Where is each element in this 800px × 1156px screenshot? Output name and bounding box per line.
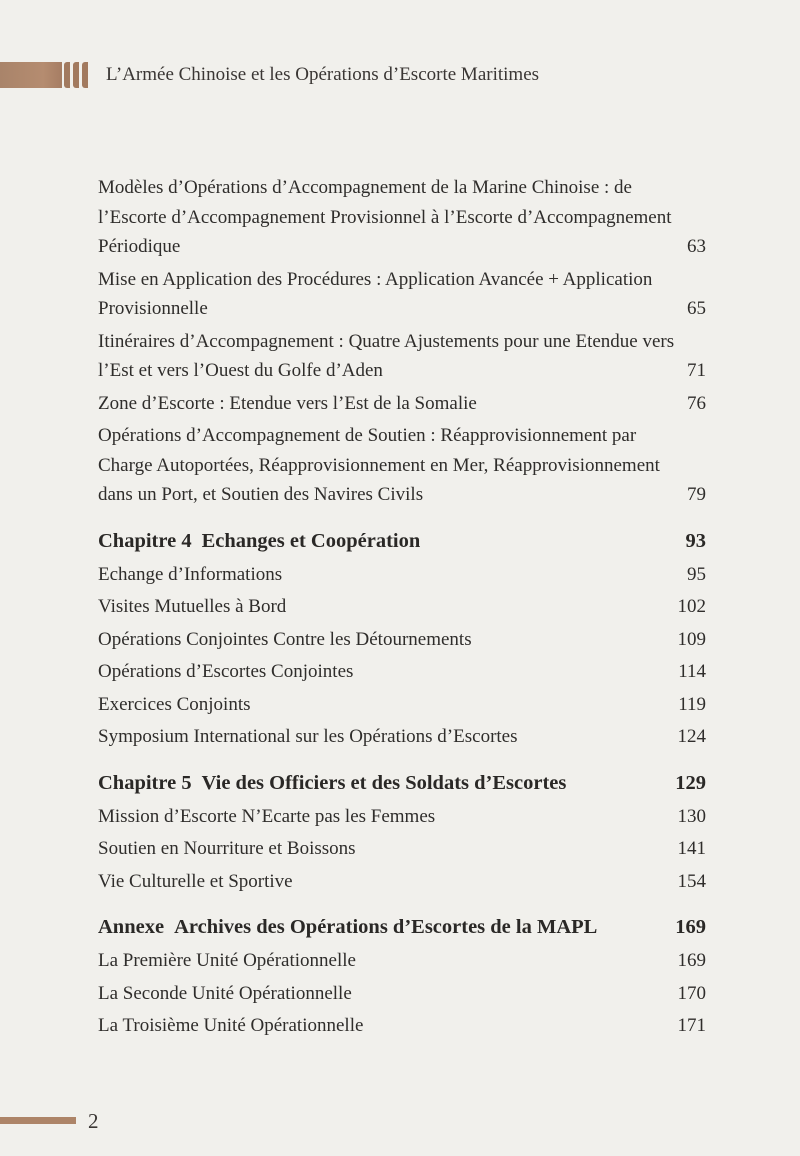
- toc-entry-page: 169: [677, 950, 706, 971]
- chapter-title: Vie des Officiers et des Soldats d’Escortes: [201, 771, 567, 794]
- chapter-heading-4[interactable]: [98, 526, 706, 556]
- toc-entry-page: 154: [677, 870, 706, 892]
- toc-entry[interactable]: [98, 1011, 706, 1041]
- toc-entry-title: La Seconde Unité Opérationnelle: [98, 982, 352, 1004]
- toc-entry-page: 109: [677, 628, 706, 650]
- toc-entry-title: Soutien en Nourriture et Boissons: [98, 838, 356, 859]
- toc-entry-page: 171: [677, 1015, 706, 1036]
- chapter-title: Echanges et Coopération: [201, 529, 421, 552]
- chapter-page: 129: [675, 771, 706, 794]
- toc-entry-page: 95: [687, 563, 706, 585]
- toc-entry-title: Visites Mutuelles à Bord: [98, 596, 287, 617]
- annex-heading[interactable]: [98, 912, 706, 942]
- toc-entry-page: 102: [677, 596, 706, 617]
- chapter-heading-title: [98, 526, 686, 556]
- toc-entry-page: 130: [677, 805, 706, 827]
- toc-entry-title: Symposium International sur les Opérations d’Escortes: [98, 726, 518, 747]
- toc-entry[interactable]: [98, 834, 706, 864]
- toc-entry[interactable]: [98, 327, 706, 386]
- toc-entry-title: Zone d’Escorte : Etendue vers l’Est de la Somalie: [98, 392, 477, 414]
- table-of-contents: [98, 173, 706, 1044]
- footer-bar-decoration: [0, 1117, 76, 1124]
- toc-entry[interactable]: [98, 802, 706, 832]
- toc-entry[interactable]: [98, 592, 706, 622]
- toc-entry-page: 76: [687, 392, 706, 414]
- toc-entry-title: Modèles d’Opérations d’Accompagnement de la Marine Chinoise : de l’Escorte d’Accompagnement Provisionnel à l’Escorte d’Accompagnement Périodique: [98, 177, 672, 257]
- page-number: 2: [88, 1109, 99, 1133]
- toc-entry-title: Itinéraires d’Accompagnement : Quatre Ajustements pour une Etendue vers l’Est et vers l’Ouest du Golfe d’Aden: [98, 330, 675, 381]
- toc-entry[interactable]: [98, 722, 706, 752]
- running-title: L’Armée Chinoise et les Opérations d’Escorte Maritimes: [106, 64, 540, 85]
- chapter-number: Chapitre 4: [98, 529, 192, 552]
- toc-entry[interactable]: [98, 657, 706, 687]
- toc-entry[interactable]: [98, 690, 706, 720]
- toc-entry-page: 71: [687, 360, 706, 381]
- chapter-number: Chapitre 5: [98, 771, 192, 794]
- toc-entry[interactable]: [98, 625, 706, 655]
- chapter-number: Annexe: [98, 916, 165, 938]
- chapter-heading-5[interactable]: [98, 768, 706, 798]
- toc-entry[interactable]: [98, 173, 706, 262]
- toc-entry-title: La Troisième Unité Opérationnelle: [98, 1015, 364, 1036]
- toc-entry-page: 119: [678, 693, 706, 715]
- toc-entry[interactable]: [98, 421, 706, 510]
- header-stripes-decoration: [64, 62, 88, 88]
- toc-entry-page: 63: [687, 236, 706, 257]
- toc-entry-page: 124: [677, 726, 706, 747]
- toc-entry[interactable]: [98, 560, 706, 590]
- toc-entry-title: Opérations d’Escortes Conjointes: [98, 661, 354, 682]
- toc-entry[interactable]: [98, 389, 706, 419]
- chapter-page: 169: [675, 916, 706, 938]
- toc-entry-page: 114: [678, 661, 706, 682]
- toc-entry-title: Echange d’Informations: [98, 563, 283, 585]
- chapter-heading-title: [98, 912, 675, 942]
- chapter-page: 93: [685, 529, 706, 552]
- toc-entry-title: Mission d’Escorte N’Ecarte pas les Femmes: [98, 805, 436, 827]
- toc-entry-title: Opérations d’Accompagnement de Soutien : Réapprovisionnement par Charge Autoportées, Réapprovisionnement en Mer, Réapprovisionnement dans un Port, et Soutien des Navires Civils: [98, 425, 660, 505]
- toc-entry[interactable]: [98, 946, 706, 976]
- toc-entry-page: 170: [677, 982, 706, 1004]
- chapter-heading-title: [98, 768, 675, 798]
- toc-entry-title: La Première Unité Opérationnelle: [98, 950, 356, 971]
- toc-entry-title: Exercices Conjoints: [98, 693, 251, 715]
- chapter-title: Archives des Opérations d’Escortes de la MAPL: [174, 916, 598, 938]
- toc-entry-page: 79: [687, 484, 706, 505]
- toc-entry-page: 65: [687, 298, 706, 319]
- toc-entry[interactable]: [98, 979, 706, 1009]
- toc-entry-title: Vie Culturelle et Sportive: [98, 870, 293, 892]
- toc-entry-title: Mise en Application des Procédures : Application Avancée + Application Provisionnelle: [98, 268, 653, 319]
- toc-entry-title: Opérations Conjointes Contre les Détournements: [98, 628, 472, 650]
- toc-entry[interactable]: [98, 265, 706, 324]
- toc-entry[interactable]: [98, 867, 706, 897]
- header-bar-decoration: [0, 62, 62, 88]
- toc-entry-page: 141: [677, 838, 706, 859]
